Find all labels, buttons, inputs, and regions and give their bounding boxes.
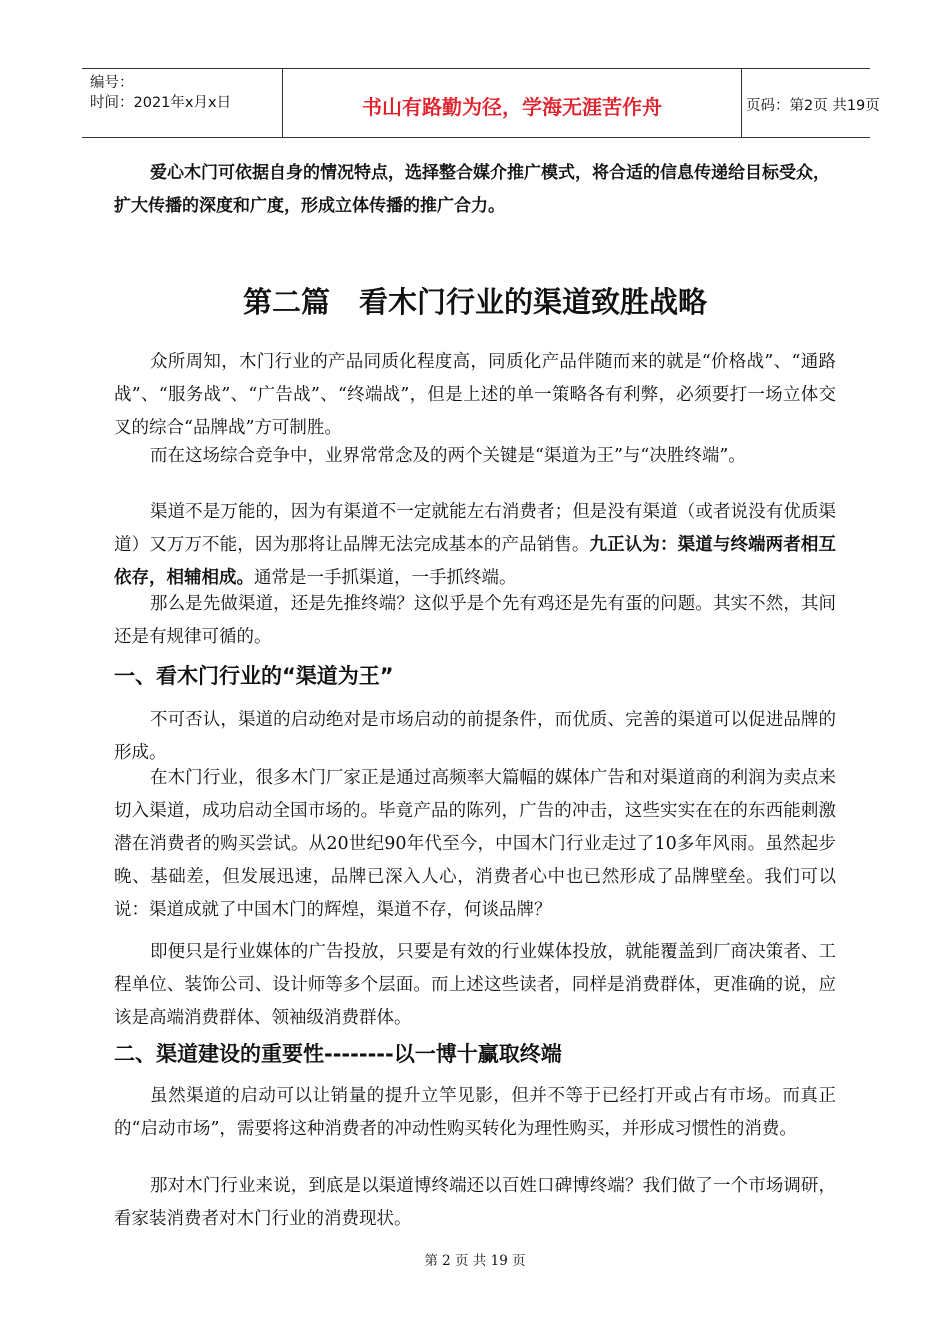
page-footer: 第 2 页 共 19 页: [424, 1253, 526, 1269]
page-label: 页码：第2页 共19页: [746, 98, 880, 114]
paragraph-4: 那么是先做渠道，还是先推终端？这似乎是个先有鸡还是先有蛋的问题。其实不然，其间还是有规律可循的。: [114, 594, 836, 647]
motto: 书山有路勤为径，学海无涯苦作舟: [362, 95, 662, 119]
section-heading-2: 二、渠道建设的重要性--------以一博十赢取终端: [114, 1042, 562, 1066]
header-info-cell: [82, 69, 282, 137]
paragraph-3-text-a: 渠道不是万能的，因为有渠道不一定就能左右消费者；但是没有渠道（或者说没有优质渠道）又万万不能，因为那将让品牌无法完成基本的产品销售。: [114, 502, 836, 555]
time-label: 时间：2021年x月x日: [90, 95, 232, 111]
paragraph-3-text-c: 通常是一手抓渠道，一手抓终端。: [254, 568, 517, 588]
paragraph-3-bold: 九正认为：渠道与终端两者相互依存，相辅相成。: [114, 535, 837, 588]
paragraph-5: 不可否认，渠道的启动绝对是市场启动的前提条件，而优质、完善的渠道可以促进品牌的形成。: [114, 710, 836, 763]
paragraph-9: 那对木门行业来说，到底是以渠道博终端还以百姓口碑博终端？我们做了一个市场调研，看家装消费者对木门行业的消费现状。: [114, 1176, 836, 1229]
paragraph-7: 即便只是行业媒体的广告投放，只要是有效的行业媒体投放，就能覆盖到厂商决策者、工程单位、装饰公司、设计师等多个层面。而上述这些读者，同样是消费群体，更准确的说，应该是高端消费群体、领袖级消费群体。: [114, 942, 836, 1028]
paragraph-1: 众所周知，木门行业的产品同质化程度高，同质化产品伴随而来的就是“价格战”、“通路战”、“服务战”、“广告战”、“终端战”，但是上述的单一策略各有利弊，必须要打一场立体交叉的综合“品牌战”方可制胜。: [114, 352, 836, 438]
section-heading-1: 一、看木门行业的“渠道为王”: [114, 664, 394, 688]
paragraph-8: 虽然渠道的启动可以让销量的提升立竿见影，但并不等于已经打开或占有市场。而真正的“启动市场”，需要将这种消费者的冲动性购买转化为理性购买，并形成习惯性的消费。: [114, 1086, 836, 1139]
paragraph-6: 在木门行业，很多木门厂家正是通过高频率大篇幅的媒体广告和对渠道商的利润为卖点来切入渠道，成功启动全国市场的。毕竟产品的陈列，广告的冲击，这些实实在在的东西能刺激潜在消费者的购买尝试。从20世纪90年代至今，中国木门行业走过了10多年风雨。虽然起步晚、基础差，但发展迅速，品牌已深入人心，消费者心中也已然形成了品牌壁垒。我们可以说：渠道成就了中国木门的辉煌，渠道不存，何谈品牌？: [114, 768, 836, 920]
header-page-cell: [740, 69, 880, 137]
header-motto-cell: [282, 69, 742, 137]
chapter-title: 第二篇 看木门行业的渠道致胜战略: [242, 285, 707, 319]
serial-label: 编号：: [90, 75, 134, 91]
intro-paragraph: 爱心木门可依据自身的情况特点，选择整合媒介推广模式，将合适的信息传递给目标受众，扩大传播的深度和广度，形成立体传播的推广合力。: [114, 163, 830, 216]
page-header: [82, 68, 880, 138]
paragraph-3: [114, 496, 836, 595]
paragraph-2: 而在这场综合竞争中，业界常常念及的两个关键是“渠道为王”与“决胜终端”。: [150, 446, 746, 466]
